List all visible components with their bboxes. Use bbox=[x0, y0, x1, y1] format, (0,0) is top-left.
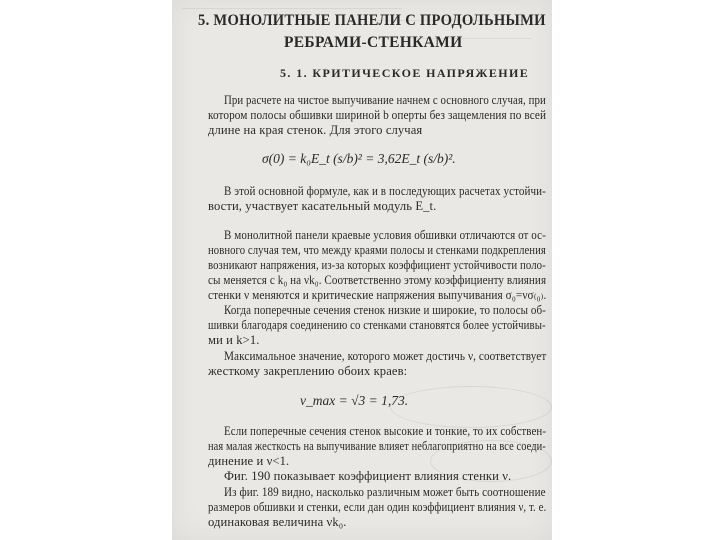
text-line: сы меняется с k₀ на νk₀. Соответственно этому коэффициенту влияния bbox=[208, 273, 547, 287]
text-line: жесткому закреплению обоих краев: bbox=[208, 364, 408, 378]
text-line: шивки благодаря соединению со стенками становятся более устойчивы- bbox=[208, 318, 546, 332]
text-line: При расчете на чистое выпучивание начнем с основного случая, при bbox=[224, 93, 546, 107]
text-line: динение и ν<1. bbox=[208, 454, 290, 468]
section-heading-cont: РЕБРАМИ-СТЕНКАМИ bbox=[284, 34, 463, 51]
text-line: стенки ν меняются и критические напряжения выпучивания σ₀=νσ₍₀₎. bbox=[208, 288, 547, 302]
text-line: размеров обшивки и стенки, если дан один коэффициент влияния ν, т. е. bbox=[208, 500, 547, 514]
text-line: Фиг. 190 показывает коэффициент влияния стенки ν. bbox=[224, 469, 512, 483]
scanned-page bbox=[172, 0, 552, 540]
text-line: Если поперечные сечения стенок высокие и тонкие, то их собствен- bbox=[224, 424, 547, 438]
text-line: Максимальное значение, которого может достичь ν, соответствует bbox=[224, 349, 547, 363]
text-line: ми и k>1. bbox=[208, 333, 260, 347]
formula-critical-stress: σ(0) = k₀E_t (s/b)² = 3,62E_t (s/b)². bbox=[262, 151, 456, 166]
text-line: возникают напряжения, из-за которых коэффициент устойчивости поло- bbox=[208, 258, 546, 272]
text-line: Когда поперечные сечения стенок низкие и широкие, то полосы об- bbox=[224, 303, 546, 317]
text-line: В этой основной формуле, как и в последующих расчетах устойчи- bbox=[224, 184, 546, 198]
text-line: котором полосы обшивки шириной b оперты без защемления по всей bbox=[208, 108, 547, 122]
bleed-through-line bbox=[182, 8, 402, 9]
subsection-heading: 5. 1. КРИТИЧЕСКОЕ НАПРЯЖЕНИЕ bbox=[280, 66, 530, 80]
formula-nu-max: ν_max = √3 = 1,73. bbox=[300, 393, 409, 408]
text-line: Из фиг. 189 видно, насколько различным может быть соотношение bbox=[224, 485, 546, 499]
text-line: длине на края стенок. Для этого случая bbox=[208, 123, 423, 137]
text-line: В монолитной панели краевые условия обшивки отличаются от ос- bbox=[224, 228, 546, 242]
section-heading: 5. МОНОЛИТНЫЕ ПАНЕЛИ С ПРОДОЛЬНЫМИ bbox=[198, 12, 546, 29]
bleed-through-figure bbox=[390, 386, 552, 428]
text-line: вости, участвует касательный модуль E_t. bbox=[208, 199, 437, 213]
text-line: одинаковая величина νk₀. bbox=[208, 515, 347, 529]
text-line: новного случая тем, что между краями полосы и стенками подкрепления bbox=[208, 243, 546, 257]
text-line: ная малая жесткость на выпучивание влияет неблагоприятно на все соеди- bbox=[208, 439, 546, 453]
